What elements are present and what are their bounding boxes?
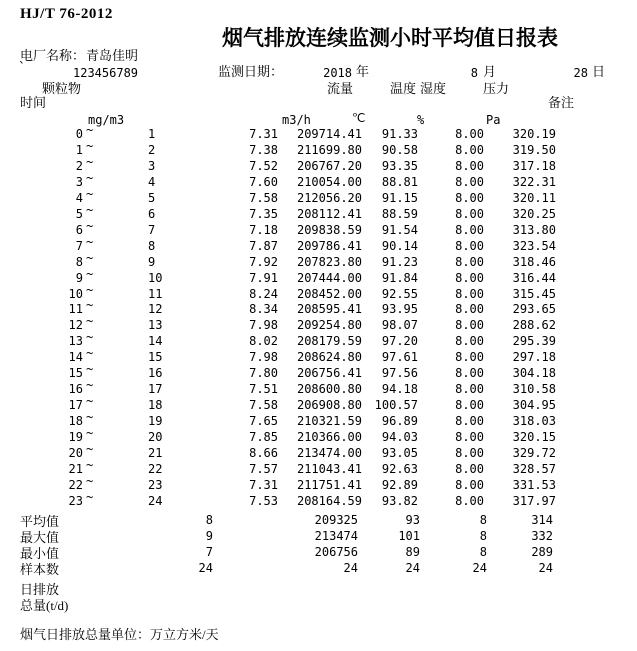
temp-value: 92.55: [381, 286, 418, 301]
summary-row-label: 最大值: [20, 530, 60, 545]
humidity-value: 8.00: [455, 238, 484, 253]
summary-row: [0, 529, 637, 545]
flow-value: 206767.20: [296, 158, 362, 173]
plant-name-value: 青岛佳明: [86, 48, 139, 63]
hour-start-value: 23: [68, 493, 83, 508]
pressure-value: 295.39: [512, 334, 556, 349]
hour-start-value: 12: [68, 318, 83, 333]
humidity-value: 8.00: [455, 414, 484, 429]
temp-value: 93.35: [381, 158, 418, 173]
hour-start-value: 14: [68, 350, 83, 365]
temp-value: 91.15: [381, 190, 418, 205]
hour-end-value: 13: [148, 318, 163, 333]
flow-value: 213474.00: [296, 446, 362, 461]
pm-value: 7.91: [249, 270, 278, 285]
tilde-icon: ~: [86, 250, 94, 265]
temp-value: 88.81: [381, 174, 418, 189]
column-pm-label: 颗粒物: [42, 81, 82, 96]
summary-pm-value: 7: [205, 545, 213, 559]
hourly-row: [0, 489, 637, 510]
tilde-icon: ~: [86, 234, 94, 249]
pm-value: 8.24: [249, 286, 278, 301]
humidity-value: 8.00: [455, 206, 484, 221]
summary-flow-value: 209325: [314, 513, 358, 527]
humidity-value: 8.00: [455, 446, 484, 461]
footer-unit-note: 烟气日排放总量单位：万立方米/天: [20, 627, 219, 642]
temp-value: 97.61: [381, 350, 418, 365]
pm-value: 7.51: [249, 382, 278, 397]
humidity-value: 8.00: [455, 462, 484, 477]
tilde-icon: ~: [86, 186, 94, 201]
pm-value: 7.98: [249, 318, 278, 333]
summary-row-label: 最小值: [20, 546, 60, 561]
temp-value: 90.14: [381, 238, 418, 253]
hour-end-value: 18: [148, 398, 163, 413]
hour-start-value: 4: [75, 190, 83, 205]
temp-value: 91.84: [381, 270, 418, 285]
temp-value: 91.23: [381, 254, 418, 269]
summary-pm-value: 9: [205, 529, 213, 543]
hour-end-value: 22: [148, 462, 163, 477]
hour-end-value: 7: [148, 222, 156, 237]
hour-end-value: 15: [148, 350, 163, 365]
hour-start-value: 6: [75, 222, 83, 237]
pressure-value: 293.65: [512, 302, 556, 317]
flow-value: 212056.20: [296, 190, 362, 205]
tilde-icon: ~: [86, 154, 94, 169]
hour-start-value: 9: [75, 270, 83, 285]
summary-pm-value: 24: [198, 561, 213, 575]
flow-value: 211043.41: [296, 462, 362, 477]
summary-temp-value: 89: [405, 545, 420, 559]
temp-value: 93.95: [381, 302, 418, 317]
hour-start-value: 0: [75, 127, 83, 141]
humidity-value: 8.00: [455, 222, 484, 237]
hour-start-value: 17: [68, 398, 83, 413]
hour-start-value: 8: [75, 254, 83, 269]
flow-value: 209838.59: [296, 222, 362, 237]
flow-value: 206908.80: [296, 398, 362, 413]
hour-start-value: 7: [75, 238, 83, 253]
humidity-value: 8.00: [455, 254, 484, 269]
pressure-value: 322.31: [512, 174, 556, 189]
pm-value: 7.38: [249, 142, 278, 157]
summary-humidity-value: 8: [479, 513, 487, 527]
monitor-date-label: 监测日期：: [218, 64, 284, 79]
tilde-icon: ~: [86, 170, 94, 185]
humidity-value: 8.00: [455, 398, 484, 413]
tilde-icon: ~: [86, 362, 94, 377]
plant-name-label: 电厂名称：: [20, 48, 86, 63]
tilde-icon: ~: [86, 410, 94, 425]
hour-start-value: 13: [68, 334, 83, 349]
pressure-value: 323.54: [512, 238, 556, 253]
pm-value: 8.02: [249, 334, 278, 349]
humidity-value: 8.00: [455, 382, 484, 397]
pressure-value: 316.44: [512, 270, 556, 285]
flow-value: 210054.00: [296, 174, 362, 189]
column-temp-label: 温度: [390, 81, 417, 96]
pressure-value: 318.46: [512, 254, 556, 269]
date-year-value: 2018: [323, 66, 352, 80]
date-month-value: 8: [470, 66, 478, 80]
tilde-icon: ~: [86, 202, 94, 217]
temp-value: 100.57: [374, 398, 418, 413]
humidity-value: 8.00: [455, 302, 484, 317]
flow-value: 208600.80: [296, 382, 362, 397]
date-year-unit: 年: [356, 64, 370, 79]
flow-value: 208452.00: [296, 286, 362, 301]
temp-value: 93.05: [381, 446, 418, 461]
column-humidity-label: 湿度: [420, 81, 447, 96]
hour-start-value: 21: [68, 462, 83, 477]
flow-value: 208624.80: [296, 350, 362, 365]
flow-value: 208112.41: [296, 206, 362, 221]
column-remark-label: 备注: [548, 95, 575, 110]
hour-end-value: 5: [148, 190, 156, 205]
hour-end-value: 16: [148, 366, 163, 381]
date-day-value: 28: [573, 66, 588, 80]
hour-end-value: 2: [148, 142, 156, 157]
temp-value: 92.63: [381, 462, 418, 477]
summary-flow-value: 213474: [314, 529, 358, 543]
tilde-icon: ~: [86, 394, 94, 409]
hour-end-value: 4: [148, 174, 156, 189]
humidity-value: 8.00: [455, 142, 484, 157]
temp-value: 94.03: [381, 430, 418, 445]
temp-value: 94.18: [381, 382, 418, 397]
hour-end-value: 6: [148, 206, 156, 221]
pm-value: 7.35: [249, 206, 278, 221]
tilde-icon: ~: [86, 473, 94, 488]
hour-end-value: 11: [148, 286, 163, 301]
summary-pressure-value: 289: [531, 545, 553, 559]
summary-temp-value: 93: [405, 513, 420, 527]
tilde-icon: ~: [86, 123, 94, 137]
temp-value: 91.54: [381, 222, 418, 237]
summary-flow-value: 206756: [314, 545, 358, 559]
pm-unit: mg/m3: [88, 113, 125, 127]
daily-emission-label-line2: 总量(t/d): [20, 598, 69, 613]
hour-end-value: 23: [148, 477, 163, 492]
pressure-value: 304.18: [512, 366, 556, 381]
hour-start-value: 19: [68, 430, 83, 445]
tilde-icon: ~: [86, 138, 94, 153]
tilde-icon: ~: [86, 298, 94, 313]
temp-value: 92.89: [381, 477, 418, 492]
summary-pressure-value: 332: [531, 529, 553, 543]
hour-end-value: 12: [148, 302, 163, 317]
summary-pm-value: 8: [205, 513, 213, 527]
date-month-unit: 月: [483, 64, 497, 79]
pressure-value: 320.19: [512, 127, 556, 141]
pressure-value: 318.03: [512, 414, 556, 429]
pressure-value: 320.25: [512, 206, 556, 221]
tilde-icon: ~: [86, 282, 94, 297]
tilde-icon: ~: [86, 378, 94, 393]
summary-flow-value: 24: [343, 561, 358, 575]
summary-temp-value: 24: [405, 561, 420, 575]
summary-humidity-value: 24: [472, 561, 487, 575]
flow-value: 207444.00: [296, 270, 362, 285]
humidity-unit: %: [417, 113, 425, 127]
humidity-value: 8.00: [455, 430, 484, 445]
humidity-value: 8.00: [455, 286, 484, 301]
humidity-value: 8.00: [455, 127, 484, 141]
humidity-value: 8.00: [455, 334, 484, 349]
flow-value: 208595.41: [296, 302, 362, 317]
tilde-icon: ~: [86, 330, 94, 345]
pressure-value: 317.97: [512, 493, 556, 508]
hour-start-value: 15: [68, 366, 83, 381]
hour-end-value: 19: [148, 414, 163, 429]
temp-value: 98.07: [381, 318, 418, 333]
humidity-value: 8.00: [455, 158, 484, 173]
summary-row-label: 平均值: [20, 514, 60, 529]
pm-value: 7.60: [249, 174, 278, 189]
hour-start-value: 20: [68, 446, 83, 461]
pm-value: 7.58: [249, 190, 278, 205]
pm-value: 8.34: [249, 302, 278, 317]
pressure-value: 313.80: [512, 222, 556, 237]
column-time-label: 时间: [20, 95, 47, 110]
tilde-icon: ~: [86, 442, 94, 457]
pressure-value: 317.18: [512, 158, 556, 173]
pressure-value: 328.57: [512, 462, 556, 477]
date-day-unit: 日: [592, 64, 606, 79]
hour-start-value: 3: [75, 174, 83, 189]
pm-value: 7.58: [249, 398, 278, 413]
pressure-value: 315.45: [512, 286, 556, 301]
pm-value: 7.85: [249, 430, 278, 445]
pressure-value: 320.15: [512, 430, 556, 445]
pm-value: 7.57: [249, 462, 278, 477]
pressure-value: 320.11: [512, 190, 556, 205]
flow-value: 211699.80: [296, 142, 362, 157]
pressure-value: 304.95: [512, 398, 556, 413]
stray-backtick-mark: `: [18, 61, 26, 76]
temp-value: 90.58: [381, 142, 418, 157]
temp-value: 97.20: [381, 334, 418, 349]
standard-code: HJ/T 76-2012: [20, 6, 113, 22]
tilde-icon: ~: [86, 314, 94, 329]
hour-start-value: 2: [75, 158, 83, 173]
flow-value: 209254.80: [296, 318, 362, 333]
temp-value: 97.56: [381, 366, 418, 381]
hourly-table: [0, 123, 637, 510]
flow-value: 209786.41: [296, 238, 362, 253]
humidity-value: 8.00: [455, 350, 484, 365]
pm-value: 7.31: [249, 127, 278, 141]
humidity-value: 8.00: [455, 493, 484, 508]
temp-unit: ℃: [352, 111, 366, 125]
flow-value: 206756.41: [296, 366, 362, 381]
flow-value: 210321.59: [296, 414, 362, 429]
pm-value: 7.53: [249, 493, 278, 508]
flow-value: 208179.59: [296, 334, 362, 349]
humidity-value: 8.00: [455, 318, 484, 333]
pm-value: 7.98: [249, 350, 278, 365]
humidity-value: 8.00: [455, 477, 484, 492]
pressure-value: 310.58: [512, 382, 556, 397]
summary-row: [0, 561, 637, 577]
hour-start-value: 11: [68, 302, 83, 317]
pm-value: 7.52: [249, 158, 278, 173]
humidity-value: 8.00: [455, 190, 484, 205]
hour-end-value: 3: [148, 158, 156, 173]
hour-start-value: 22: [68, 477, 83, 492]
hour-start-value: 18: [68, 414, 83, 429]
hour-end-value: 14: [148, 334, 163, 349]
hour-start-value: 1: [75, 142, 83, 157]
tilde-icon: ~: [86, 266, 94, 281]
flow-value: 208164.59: [296, 493, 362, 508]
hour-start-value: 10: [68, 286, 83, 301]
flow-value: 209714.41: [296, 127, 362, 141]
flow-value: 210366.00: [296, 430, 362, 445]
summary-humidity-value: 8: [479, 529, 487, 543]
hour-end-value: 9: [148, 254, 156, 269]
daily-emission-label-line1: 日排放: [20, 582, 60, 597]
humidity-value: 8.00: [455, 270, 484, 285]
pm-value: 8.66: [249, 446, 278, 461]
tilde-icon: ~: [86, 346, 94, 361]
hour-start-value: 5: [75, 206, 83, 221]
pressure-value: 297.18: [512, 350, 556, 365]
hour-end-value: 21: [148, 446, 163, 461]
pressure-value: 288.62: [512, 318, 556, 333]
tilde-icon: ~: [86, 489, 94, 504]
pm-value: 7.18: [249, 222, 278, 237]
summary-humidity-value: 8: [479, 545, 487, 559]
humidity-value: 8.00: [455, 174, 484, 189]
column-pressure-label: 压力: [483, 81, 510, 96]
pressure-value: 329.72: [512, 446, 556, 461]
summary-row-label: 样本数: [20, 562, 60, 577]
pressure-value: 331.53: [512, 477, 556, 492]
humidity-value: 8.00: [455, 366, 484, 381]
hour-end-value: 17: [148, 382, 163, 397]
summary-temp-value: 101: [398, 529, 420, 543]
summary-pressure-value: 314: [531, 513, 553, 527]
pressure-value: 319.50: [512, 142, 556, 157]
pressure-unit: Pa: [486, 113, 501, 127]
temp-value: 93.82: [381, 493, 418, 508]
page-title: 烟气排放连续监测小时平均值日报表: [222, 27, 558, 50]
hour-start-value: 16: [68, 382, 83, 397]
summary-row: [0, 513, 637, 529]
flow-value: 211751.41: [296, 477, 362, 492]
hour-end-value: 10: [148, 270, 163, 285]
flow-value: 207823.80: [296, 254, 362, 269]
hour-end-value: 20: [148, 430, 163, 445]
summary-row: [0, 545, 637, 561]
pm-value: 7.92: [249, 254, 278, 269]
pm-value: 7.31: [249, 477, 278, 492]
pm-value: 7.80: [249, 366, 278, 381]
summary-table: [0, 513, 637, 577]
summary-pressure-value: 24: [538, 561, 553, 575]
tilde-icon: ~: [86, 426, 94, 441]
hour-end-value: 1: [148, 127, 156, 141]
temp-value: 96.89: [381, 414, 418, 429]
tilde-icon: ~: [86, 458, 94, 473]
pm-value: 7.87: [249, 238, 278, 253]
temp-value: 91.33: [381, 127, 418, 141]
plant-code: 123456789: [73, 66, 139, 80]
pm-value: 7.65: [249, 414, 278, 429]
flow-unit: m3/h: [282, 113, 311, 127]
hour-end-value: 24: [148, 493, 163, 508]
column-flow-label: 流量: [327, 81, 354, 96]
temp-value: 88.59: [381, 206, 418, 221]
tilde-icon: ~: [86, 218, 94, 233]
hour-end-value: 8: [148, 238, 156, 253]
